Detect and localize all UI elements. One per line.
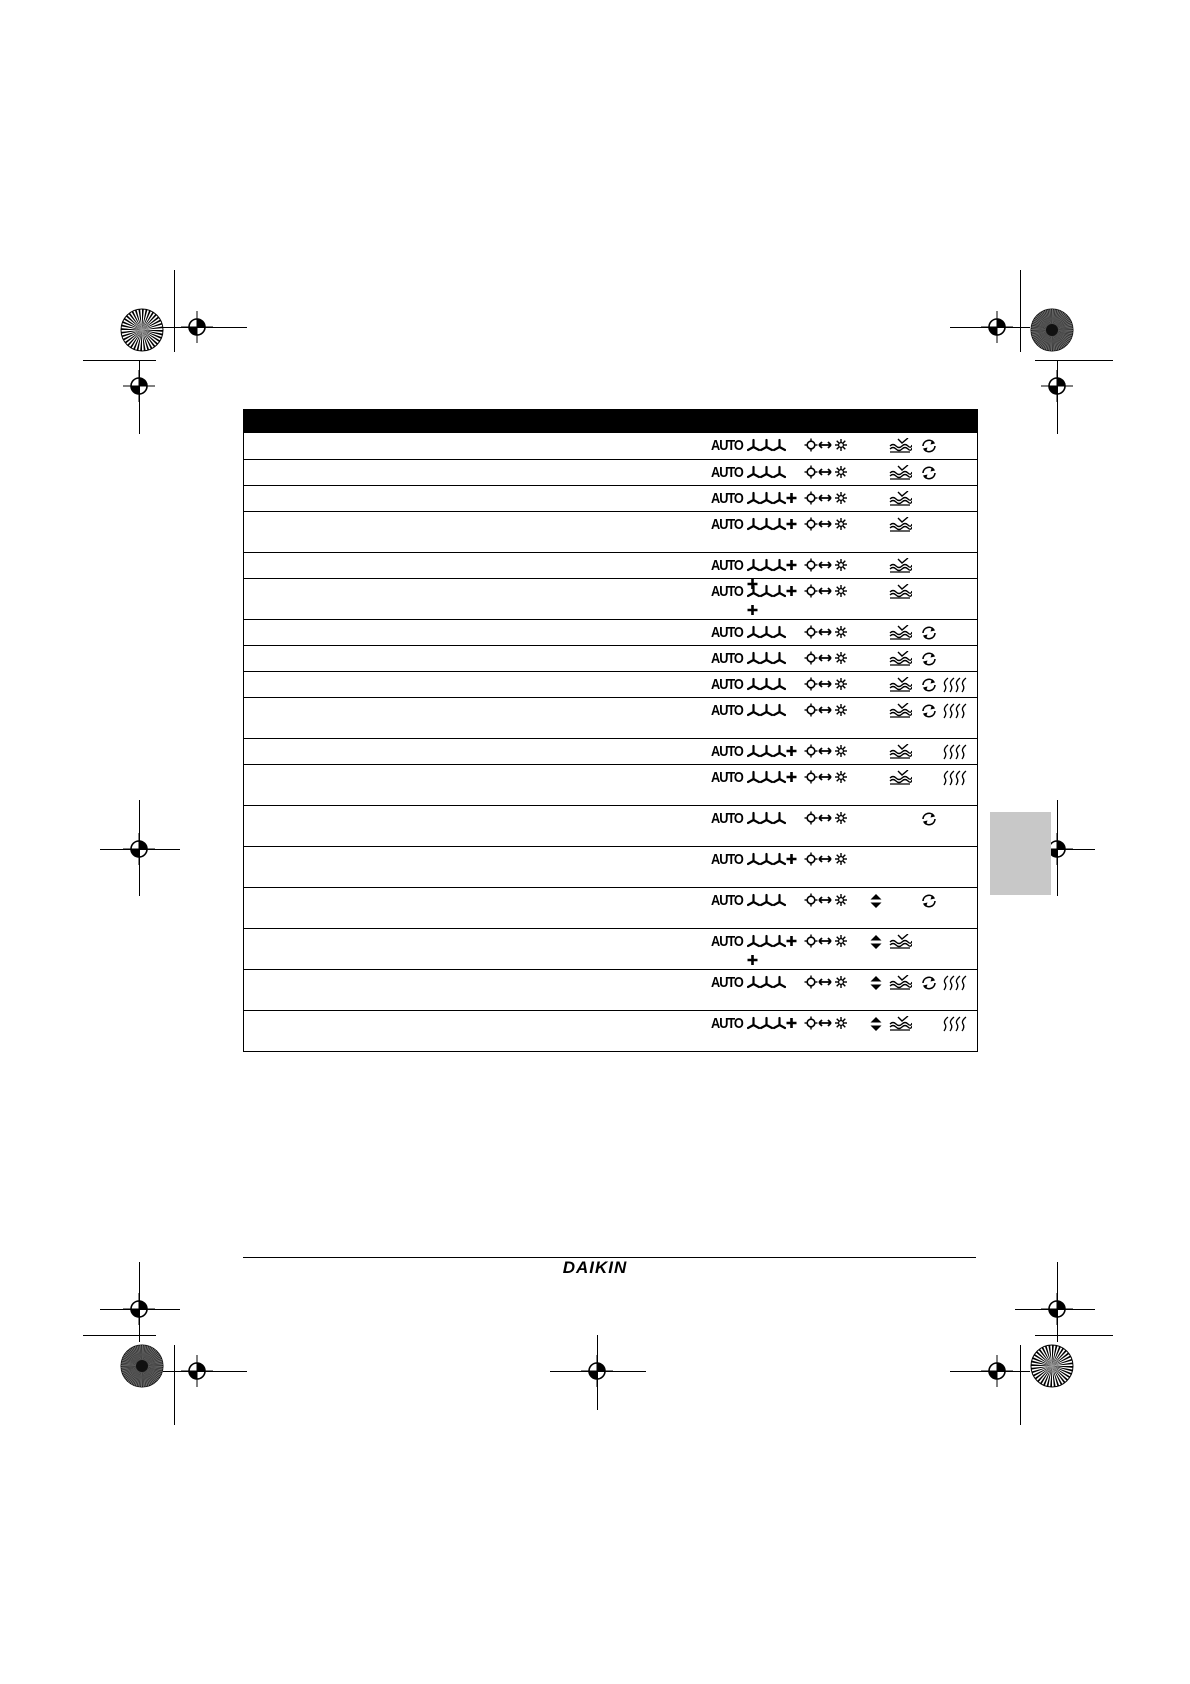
cool-heat-changeover-icon xyxy=(804,677,852,693)
dry-mode-icon xyxy=(888,744,912,760)
feature-table xyxy=(243,409,978,1052)
fan-speed-cell xyxy=(711,584,803,600)
fan-auto-label: AUTO xyxy=(711,810,743,827)
fan-speed-icon xyxy=(747,1016,797,1035)
fan-speed-icon xyxy=(747,491,797,510)
cycle-icon xyxy=(919,703,941,719)
crop-line xyxy=(1020,270,1021,352)
registration-wheel-top-left xyxy=(120,308,164,352)
fan-auto-label: AUTO xyxy=(711,624,743,641)
registration-wheel-bottom-left xyxy=(120,1344,164,1388)
crop-line xyxy=(1035,360,1113,361)
fan-speed-cell xyxy=(711,677,803,693)
fan-speed-cell xyxy=(711,744,803,760)
cool-heat-changeover-icon xyxy=(804,491,852,507)
fan-speed-cell xyxy=(711,934,803,950)
fan-speed-cell xyxy=(711,811,803,827)
fan-speed-icon xyxy=(747,893,786,912)
dry-mode-icon xyxy=(888,975,912,991)
table-row xyxy=(244,433,977,459)
section-thumb-tab xyxy=(990,812,1051,895)
fan-speed-cell xyxy=(711,438,803,454)
swing-updown-icon xyxy=(869,1016,885,1032)
fan-speed-icon xyxy=(747,703,786,722)
crop-line xyxy=(950,327,1030,328)
crop-line xyxy=(597,1335,598,1410)
dry-mode-icon xyxy=(888,517,912,533)
table-row xyxy=(244,805,977,846)
fan-speed-cell xyxy=(711,558,803,574)
crop-line xyxy=(139,800,140,896)
fan-auto-label: AUTO xyxy=(711,516,743,533)
fan-auto-label: AUTO xyxy=(711,933,743,950)
dry-mode-icon xyxy=(888,491,912,507)
table-header-bar xyxy=(244,409,977,433)
cool-heat-changeover-icon xyxy=(804,651,852,667)
dry-mode-icon xyxy=(888,703,912,719)
table-row xyxy=(244,738,977,764)
cycle-icon xyxy=(919,811,941,827)
fan-speed-icon xyxy=(747,934,803,972)
dry-mode-icon xyxy=(888,677,912,693)
crop-line xyxy=(163,327,247,328)
fan-speed-cell xyxy=(711,651,803,667)
dry-mode-icon xyxy=(888,934,912,950)
crop-line xyxy=(139,360,140,434)
cycle-icon xyxy=(919,438,941,454)
table-row xyxy=(244,764,977,805)
fan-speed-icon xyxy=(747,770,797,789)
heat-wave-icon xyxy=(943,770,969,786)
cool-heat-changeover-icon xyxy=(804,703,852,719)
cool-heat-changeover-icon xyxy=(804,852,852,868)
fan-speed-cell xyxy=(711,465,803,481)
crop-line xyxy=(174,270,175,352)
table-row xyxy=(244,969,977,1010)
table-row xyxy=(244,578,977,619)
table-body xyxy=(244,433,977,1051)
table-row xyxy=(244,887,977,928)
fan-speed-icon xyxy=(747,852,797,871)
cool-heat-changeover-icon xyxy=(804,893,852,909)
table-row xyxy=(244,459,977,485)
dry-mode-icon xyxy=(888,770,912,786)
fan-auto-label: AUTO xyxy=(711,702,743,719)
fan-speed-icon xyxy=(747,517,797,536)
fan-auto-label: AUTO xyxy=(711,743,743,760)
crop-line xyxy=(1020,1345,1021,1425)
dry-mode-icon xyxy=(888,465,912,481)
table-row xyxy=(244,485,977,511)
fan-speed-icon xyxy=(747,438,786,457)
heat-wave-icon xyxy=(943,703,969,719)
swing-updown-icon xyxy=(869,893,885,909)
fan-speed-cell xyxy=(711,703,803,719)
fan-speed-cell xyxy=(711,975,803,991)
cool-heat-changeover-icon xyxy=(804,438,852,454)
fan-auto-label: AUTO xyxy=(711,1015,743,1032)
dry-mode-icon xyxy=(888,558,912,574)
swing-updown-icon xyxy=(869,975,885,991)
crop-line xyxy=(83,1335,156,1336)
crop-line xyxy=(1035,1335,1113,1336)
dry-mode-icon xyxy=(888,1016,912,1032)
fan-auto-label: AUTO xyxy=(711,583,743,600)
fan-auto-label: AUTO xyxy=(711,769,743,786)
fan-speed-cell xyxy=(711,517,803,533)
crop-line xyxy=(550,1371,646,1372)
table-row xyxy=(244,552,977,578)
crop-line xyxy=(950,1371,1030,1372)
table-row xyxy=(244,619,977,645)
fan-speed-icon xyxy=(747,677,786,696)
fan-auto-label: AUTO xyxy=(711,464,743,481)
fan-speed-cell xyxy=(711,893,803,909)
cycle-icon xyxy=(919,625,941,641)
table-row xyxy=(244,928,977,969)
swing-updown-icon xyxy=(869,934,885,950)
crop-line xyxy=(1015,1309,1095,1310)
fan-speed-icon xyxy=(747,744,797,763)
cool-heat-changeover-icon xyxy=(804,934,852,950)
cycle-icon xyxy=(919,651,941,667)
cycle-icon xyxy=(919,975,941,991)
cool-heat-changeover-icon xyxy=(804,770,852,786)
table-row xyxy=(244,511,977,552)
crop-line xyxy=(139,1262,140,1342)
crop-line xyxy=(163,1371,247,1372)
heat-wave-icon xyxy=(943,1016,969,1032)
fan-auto-label: AUTO xyxy=(711,974,743,991)
fan-speed-cell xyxy=(711,625,803,641)
fan-speed-icon xyxy=(747,625,786,644)
cool-heat-changeover-icon xyxy=(804,517,852,533)
daikin-logo: DAIKIN xyxy=(562,1258,628,1277)
fan-speed-icon xyxy=(747,975,786,994)
fan-speed-icon xyxy=(747,651,786,670)
fan-speed-icon xyxy=(747,584,803,622)
crop-line xyxy=(100,1309,180,1310)
fan-speed-cell xyxy=(711,852,803,868)
fan-speed-cell xyxy=(711,491,803,507)
cool-heat-changeover-icon xyxy=(804,744,852,760)
heat-wave-icon xyxy=(943,744,969,760)
registration-wheel-bottom-right xyxy=(1030,1344,1074,1388)
dry-mode-icon xyxy=(888,584,912,600)
fan-auto-label: AUTO xyxy=(711,437,743,454)
cool-heat-changeover-icon xyxy=(804,811,852,827)
crop-line xyxy=(1057,360,1058,434)
heat-wave-icon xyxy=(943,677,969,693)
cycle-icon xyxy=(919,893,941,909)
table-row xyxy=(244,697,977,738)
cool-heat-changeover-icon xyxy=(804,558,852,574)
fan-auto-label: AUTO xyxy=(711,490,743,507)
cycle-icon xyxy=(919,465,941,481)
registration-wheel-top-right xyxy=(1030,308,1074,352)
table-row xyxy=(244,846,977,887)
cool-heat-changeover-icon xyxy=(804,1016,852,1032)
dry-mode-icon xyxy=(888,625,912,641)
heat-wave-icon xyxy=(943,975,969,991)
fan-auto-label: AUTO xyxy=(711,851,743,868)
fan-speed-icon xyxy=(747,811,786,830)
cool-heat-changeover-icon xyxy=(804,465,852,481)
crop-line xyxy=(174,1345,175,1425)
fan-speed-cell xyxy=(711,1016,803,1032)
cool-heat-changeover-icon xyxy=(804,584,852,600)
dry-mode-icon xyxy=(888,651,912,667)
cycle-icon xyxy=(919,677,941,693)
fan-auto-label: AUTO xyxy=(711,650,743,667)
table-row xyxy=(244,671,977,697)
crop-line xyxy=(1057,1262,1058,1342)
table-row xyxy=(244,645,977,671)
crop-line xyxy=(83,360,156,361)
fan-auto-label: AUTO xyxy=(711,557,743,574)
fan-speed-cell xyxy=(711,770,803,786)
fan-speed-icon xyxy=(747,465,786,484)
dry-mode-icon xyxy=(888,438,912,454)
crop-line xyxy=(100,849,180,850)
table-row xyxy=(244,1010,977,1051)
fan-auto-label: AUTO xyxy=(711,892,743,909)
crop-line xyxy=(1057,800,1058,896)
cool-heat-changeover-icon xyxy=(804,975,852,991)
fan-auto-label: AUTO xyxy=(711,676,743,693)
cool-heat-changeover-icon xyxy=(804,625,852,641)
